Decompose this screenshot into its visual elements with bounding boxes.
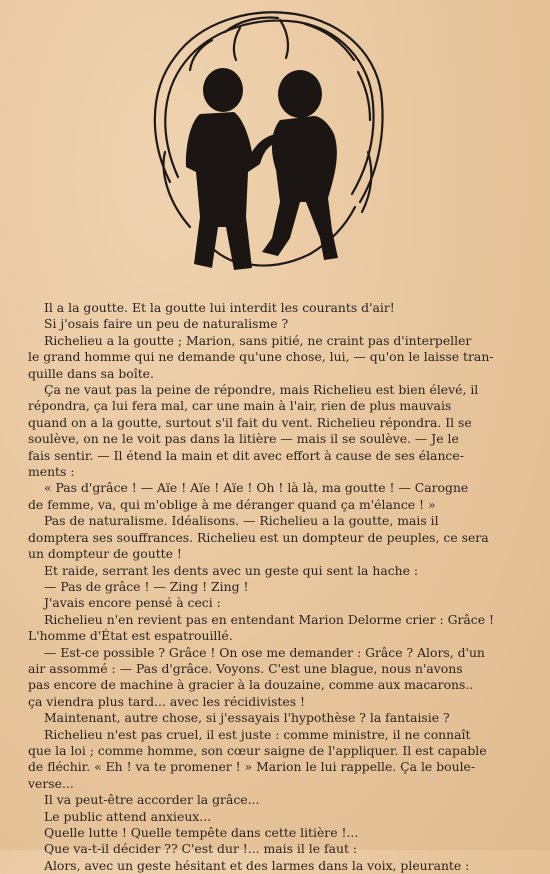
text-line: Il a la goutte. Et la goutte lui interdit les courants d'air! [44,300,395,315]
text-line: pas encore de machine à gracier à la douzaine, comme aux macarons.. [28,677,474,693]
text-line: un dompteur de goutte ! [28,546,182,562]
page-body-text [28,300,528,874]
text-line: répondra, ça lui fera mal, car une main à l'air, rien de plus mauvais [28,398,452,414]
text-line: quand on a la goutte, surtout s'il fait du vent. Richelieu répondra. Il se [28,414,472,430]
text-line: fais sentir. — Il étend la main et dit avec effort à cause de ses élance- [28,447,464,463]
text-line: Pas de naturalisme. Idéalisons. — Richelieu a la goutte, mais il [44,513,439,529]
silhouette-illustration [130,2,400,282]
text-line: — Est-ce possible ? Grâce ! On ose me demander : Grâce ? Alors, d'un [44,644,485,660]
text-line: le grand homme qui ne demande qu'une chose, lui, — qu'on le laisse tran- [28,349,494,365]
text-line: J'avais encore pensé à ceci : [44,595,221,611]
text-line: Et raide, serrant les dents avec un geste qui sent la hache : [44,562,419,578]
text-line: verse... [28,775,74,791]
text-line: air assommé : — Pas d'grâce. Voyons. C'est une blague, nous n'avons [28,660,463,676]
text-line: Il va peut-être accorder la grâce... [44,792,260,808]
text-line: — Pas de grâce ! — Zing ! Zing ! [44,578,249,594]
text-line: ments : [28,464,75,480]
text-line: ça viendra plus tard... avec les récidivistes ! [28,693,306,709]
text-line: quille dans sa boîte. [28,365,154,381]
child-silhouette-left [186,68,280,270]
child-silhouette-right [262,70,338,260]
text-line: L'homme d'État est espatrouillé. [28,628,233,644]
text-line: domptera ses souffrances. Richelieu est un dompteur de peuples, ce sera [28,529,489,545]
text-line: Le public attend anxieux... [44,808,212,824]
text-line: « Pas d'grâce ! — Aïe ! Aïe ! Aïe ! Oh ! là là, ma goutte ! — Carogne [44,480,469,496]
text-line: soulève, on ne le voit pas dans la litière — mais il se soulève. — Je le [28,431,459,447]
text-line: Si j'osais faire un peu de naturalisme ? [44,316,289,332]
text-line: Richelieu a la goutte ; Marion, sans pitié, ne craint pas d'interpeller [44,332,472,348]
text-line: Ça ne vaut pas la peine de répondre, mais Richelieu est bien élevé, il [44,382,479,398]
text-line: de femme, va, qui m'oblige à me déranger quand ça m'élance ! » [28,496,436,512]
text-line: Richelieu n'est pas cruel, il est juste : comme ministre, il ne connaît [44,726,471,742]
text-line: Quelle lutte ! Quelle tempête dans cette litière !... [44,825,359,840]
text-line: de fléchir. « Eh ! va te promener ! » Marion le lui rappelle. Ça le boule- [28,759,476,775]
text-line: Alors, avec un geste hésitant et des larmes dans la voix, pleurante : [44,857,470,873]
text-line: Que va-t-il décider ?? C'est dur !... mais il le faut : [44,841,358,857]
text-line: Maintenant, autre chose, si j'essayais l'hypothèse ? la fantaisie ? [44,710,450,726]
text-line: que la loi ; comme homme, son cœur saigne de l'appliquer. Il est capable [28,742,487,758]
text-line: Richelieu n'en revient pas en entendant Marion Delorme crier : Grâce ! [44,611,495,627]
